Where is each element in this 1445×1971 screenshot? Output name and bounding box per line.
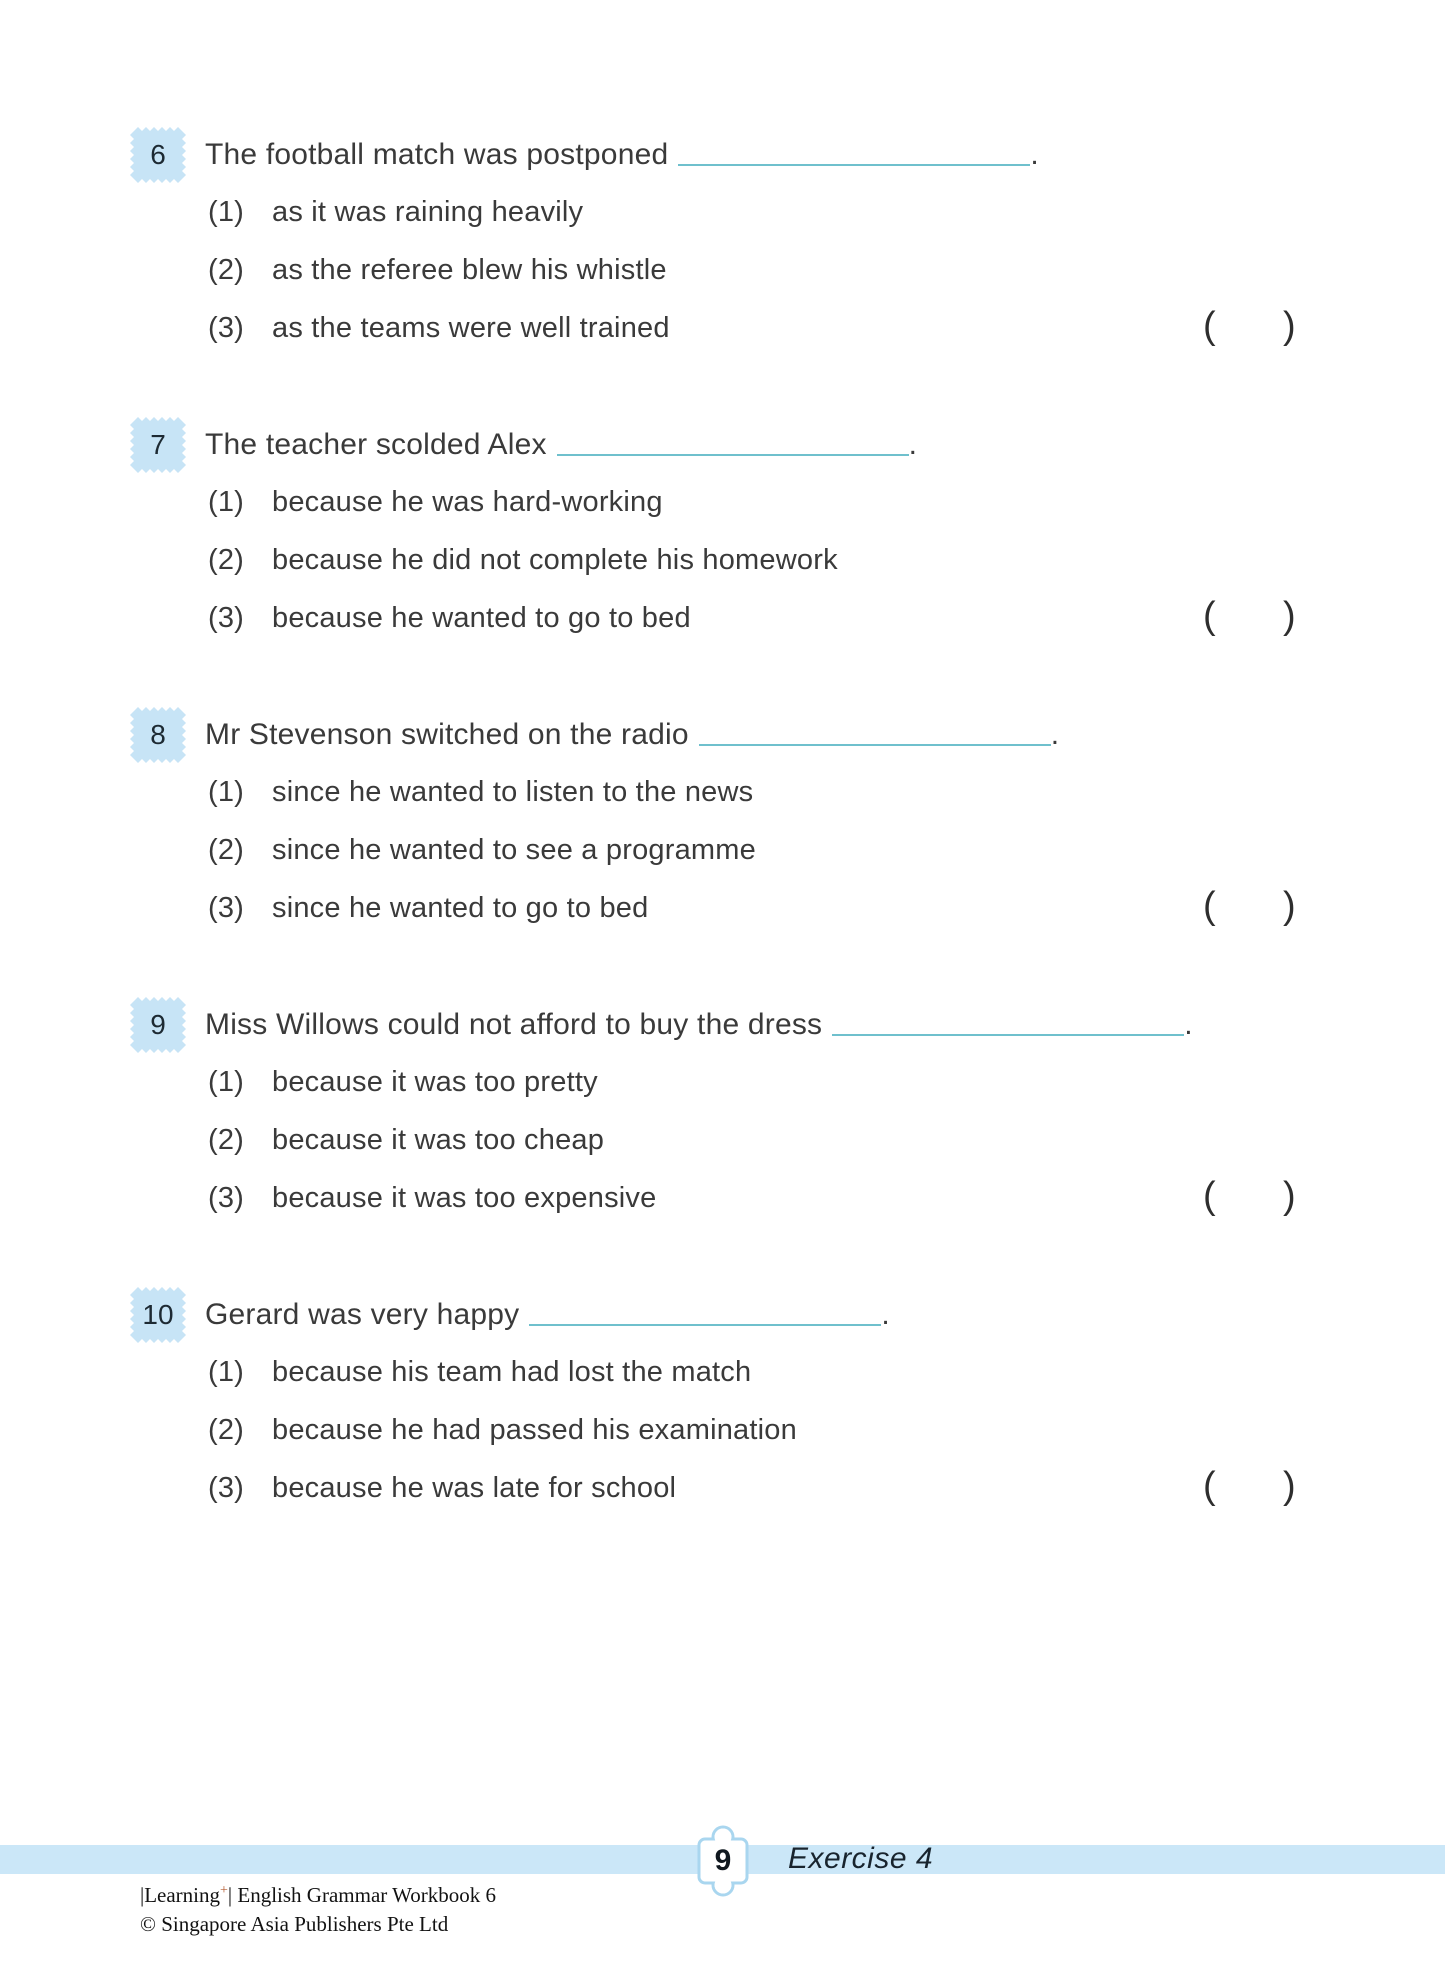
option-text: as it was raining heavily xyxy=(272,195,584,228)
option-row xyxy=(208,241,1380,299)
option-row xyxy=(208,473,1380,531)
option-text: since he wanted to listen to the news xyxy=(272,775,754,808)
question-9 xyxy=(130,997,1380,1227)
question-head xyxy=(205,417,1380,473)
option-text: because he wanted to go to bed xyxy=(272,601,691,634)
answer-blank xyxy=(678,162,1030,166)
question-number: 7 xyxy=(150,429,166,460)
options-list xyxy=(130,1053,1380,1227)
option-number: (2) xyxy=(208,1123,245,1156)
question-head xyxy=(205,997,1380,1053)
option-row xyxy=(208,1401,1380,1459)
option-text: since he wanted to see a programme xyxy=(272,833,756,866)
options-list xyxy=(130,1343,1380,1517)
question-head xyxy=(205,127,1380,183)
sentence-period: . xyxy=(908,428,918,461)
option-text: because it was too expensive xyxy=(272,1181,657,1214)
option-number: (1) xyxy=(208,1355,245,1388)
question-number-badge xyxy=(130,997,186,1053)
sentence-period: . xyxy=(1184,1008,1193,1041)
answer-bracket-close: ) xyxy=(1283,884,1296,927)
question-head xyxy=(205,707,1380,763)
options-list xyxy=(130,763,1380,937)
option-row xyxy=(208,589,1380,647)
option-row xyxy=(208,1459,1380,1517)
option-text: because he had passed his examination xyxy=(272,1413,797,1446)
option-row xyxy=(208,1053,1380,1111)
answer-blank xyxy=(832,1032,1184,1036)
answer-bracket-close: ) xyxy=(1283,1174,1296,1217)
option-row xyxy=(208,299,1380,357)
question-number-badge xyxy=(130,1287,186,1343)
option-row xyxy=(208,1111,1380,1169)
sentence-period: . xyxy=(1030,138,1039,171)
option-number: (2) xyxy=(208,543,245,576)
answer-blank xyxy=(529,1322,881,1326)
credit-line-1 xyxy=(140,1876,496,1910)
option-text: since he wanted to go to bed xyxy=(272,891,649,924)
question-number: 6 xyxy=(150,139,166,170)
option-number: (1) xyxy=(208,1065,245,1098)
option-number: (3) xyxy=(208,601,245,634)
option-row xyxy=(208,821,1380,879)
option-text: because he was hard-working xyxy=(272,485,663,518)
question-prompt: Gerard was very happy xyxy=(205,1298,520,1331)
option-text: as the teams were well trained xyxy=(272,311,670,344)
option-row xyxy=(208,1343,1380,1401)
sentence-period: . xyxy=(881,1298,890,1331)
footer-credits xyxy=(140,1876,496,1939)
answer-bracket-open: ( xyxy=(1203,1174,1216,1217)
options-list xyxy=(130,473,1380,647)
option-text: because he was late for school xyxy=(272,1471,677,1504)
question-prompt: Miss Willows could not afford to buy the dress xyxy=(205,1008,823,1041)
question-number-badge xyxy=(130,417,186,473)
option-row xyxy=(208,879,1380,937)
plus-superscript: + xyxy=(220,1883,228,1898)
page-number-badge xyxy=(691,1825,755,1897)
question-8 xyxy=(130,707,1380,937)
credit-title: | English Grammar Workbook 6 xyxy=(227,1883,497,1907)
option-number: (3) xyxy=(208,891,245,924)
question-prompt: The teacher scolded Alex xyxy=(205,428,547,461)
option-number: (2) xyxy=(208,1413,245,1446)
answer-bracket-open: ( xyxy=(1203,884,1216,927)
question-number-badge xyxy=(130,127,186,183)
sentence-period: . xyxy=(1050,718,1060,751)
answer-bracket-close: ) xyxy=(1283,594,1296,637)
option-row xyxy=(208,1169,1380,1227)
option-number: (1) xyxy=(208,775,245,808)
option-row xyxy=(208,531,1380,589)
page-number: 9 xyxy=(714,1844,732,1877)
option-text: as the referee blew his whistle xyxy=(272,253,667,286)
answer-bracket-open: ( xyxy=(1203,1464,1216,1507)
option-text: because his team had lost the match xyxy=(272,1355,752,1388)
question-number: 9 xyxy=(150,1009,166,1040)
option-text: because it was too cheap xyxy=(272,1123,605,1156)
answer-bracket-close: ) xyxy=(1283,304,1296,347)
answer-bracket-close: ) xyxy=(1283,1464,1296,1507)
question-6 xyxy=(130,127,1380,357)
question-7 xyxy=(130,417,1380,647)
option-number: (1) xyxy=(208,195,245,228)
option-row xyxy=(208,183,1380,241)
question-prompt: Mr Stevenson switched on the radio xyxy=(205,718,689,751)
option-number: (1) xyxy=(208,485,245,518)
answer-bracket-open: ( xyxy=(1203,594,1216,637)
answer-blank xyxy=(557,452,909,456)
option-number: (3) xyxy=(208,311,245,344)
credit-line-2: © Singapore Asia Publishers Pte Ltd xyxy=(140,1912,449,1936)
question-number-badge xyxy=(130,707,186,763)
options-list xyxy=(130,183,1380,357)
answer-blank xyxy=(699,742,1051,746)
option-text: because he did not complete his homework xyxy=(272,543,838,576)
option-number: (2) xyxy=(208,833,245,866)
option-row xyxy=(208,763,1380,821)
option-number: (3) xyxy=(208,1181,245,1214)
question-head xyxy=(205,1287,1380,1343)
exercise-label: Exercise 4 xyxy=(788,1842,934,1875)
option-text: because it was too pretty xyxy=(272,1065,598,1098)
question-number: 10 xyxy=(142,1299,174,1330)
question-prompt: The football match was postponed xyxy=(205,138,669,171)
question-10 xyxy=(130,1287,1380,1517)
question-number: 8 xyxy=(150,719,166,750)
option-number: (3) xyxy=(208,1471,245,1504)
option-number: (2) xyxy=(208,253,245,286)
answer-bracket-open: ( xyxy=(1203,304,1216,347)
credit-brand: |Learning xyxy=(140,1883,221,1907)
